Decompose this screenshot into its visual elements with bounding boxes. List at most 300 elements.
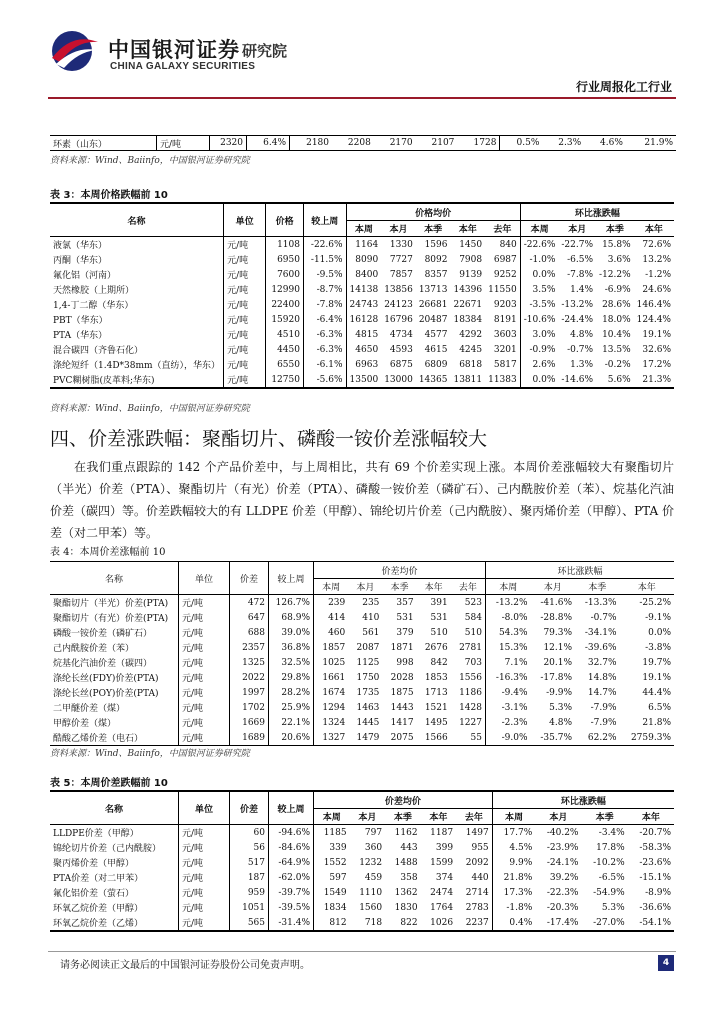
row-name-cell: 锦纶切片价差（己内酰胺）: [53, 844, 162, 854]
table-cell: 3.5%: [520, 282, 558, 297]
table-cell: -10.6%: [520, 312, 558, 327]
table-cell: -9.4%: [485, 685, 530, 700]
table-cell: 6809: [424, 359, 448, 370]
sub-header: 本年: [421, 809, 456, 825]
table-cell: 1834: [314, 900, 350, 915]
table-cell: -17.8%: [540, 672, 573, 683]
table-cell: 146.4%: [636, 299, 671, 310]
table-cell: 13000: [381, 372, 416, 388]
table-cell: -11.5%: [303, 252, 346, 267]
table-cell: 1689: [230, 730, 269, 746]
table-cell: 14396: [453, 284, 483, 295]
table-cell: 79.3%: [543, 627, 573, 638]
table-cell: 54.3%: [485, 625, 530, 640]
table-cell: 32.5%: [269, 655, 314, 670]
table-cell: 2170: [389, 138, 413, 148]
row-name-cell: 涤纶长丝(FDY)价差(PTA): [53, 674, 159, 684]
table-cell: 1108: [266, 237, 304, 253]
table-cell: 2357: [230, 640, 269, 655]
table-caption: 表 3：本周价格跌幅前 10: [50, 190, 168, 201]
table-cell: 元/吨: [179, 885, 230, 900]
table-cell: 1025: [314, 655, 349, 670]
table-cell: 1674: [314, 685, 349, 700]
table-cell: -8.9%: [645, 887, 671, 898]
sub-header: 本年: [628, 809, 674, 825]
table-cell: 531: [396, 612, 414, 623]
table-cell: 1997: [230, 685, 269, 700]
table-cell: 元/吨: [179, 700, 230, 715]
table-row: [50, 312, 674, 327]
col-header-spread: 价差: [230, 562, 269, 595]
row-name-cell: 磷酸一铵价差（磷矿石）: [53, 629, 153, 639]
table-cell: 元/吨: [179, 855, 230, 870]
table-cell: -3.5%: [520, 297, 558, 312]
table-cell: 399: [435, 842, 454, 853]
table-cell: 32.6%: [642, 344, 671, 355]
table-cell: -7.8%: [303, 297, 346, 312]
table-cell: 26681: [418, 299, 448, 310]
table-cell: -0.7%: [590, 612, 617, 623]
table-cell: 24.6%: [642, 284, 671, 295]
table-cell: 元/吨: [224, 267, 266, 282]
table-cell: 703: [464, 657, 482, 668]
spread-rise-table: [50, 561, 674, 746]
table-cell: 29.8%: [269, 670, 314, 685]
table-cell: 391: [430, 597, 448, 608]
sub-header: 本月: [558, 221, 596, 237]
table-cell: 1735: [356, 687, 380, 698]
col-header-name: 名称: [50, 562, 179, 595]
table-cell: -22.6%: [303, 237, 346, 253]
table-cell: 39.2%: [549, 872, 579, 883]
table-cell: -9.1%: [645, 612, 671, 623]
table-row: [50, 252, 674, 267]
table-cell: -35.7%: [531, 730, 575, 746]
table-cell: 17.2%: [642, 359, 671, 370]
table-cell: -9.9%: [546, 687, 573, 698]
table-cell: 元/吨: [224, 357, 266, 372]
col-group-average: 价差均价: [314, 562, 486, 579]
table-cell: 460: [314, 625, 349, 640]
table-cell: -84.6%: [269, 840, 314, 855]
table-cell: 647: [230, 610, 269, 625]
table-cell: 2759.3%: [620, 730, 674, 746]
logo-english-name: CHINA GALAXY SECURITIES: [110, 61, 256, 72]
table-row: [50, 342, 674, 357]
table-cell: 1495: [424, 717, 448, 728]
table-cell: -20.7%: [639, 827, 671, 838]
col-group-change: 环比涨跌幅: [520, 203, 674, 221]
table-cell: 1713: [424, 687, 448, 698]
row-name-cell: 环氧乙烷价差（乙烯）: [50, 915, 179, 931]
table-cell: 1552: [314, 855, 350, 870]
table-cell: 4.8%: [570, 329, 594, 340]
table-cell: 元/吨: [179, 685, 230, 700]
sub-header: 本年: [634, 221, 674, 237]
table-cell: 7908: [459, 254, 483, 265]
table-cell: 36.8%: [269, 640, 314, 655]
table-cell: -7.9%: [590, 702, 617, 713]
source-note: 资料来源：Wind、Baiinfo，中国银河证券研究院: [50, 156, 250, 166]
table-cell: 955: [471, 842, 489, 853]
table-cell: -20.3%: [546, 902, 579, 913]
sub-header: 本月: [381, 221, 416, 237]
table-cell: 2781: [459, 642, 482, 653]
table-row: [50, 595, 674, 611]
row-name-cell: 混合碳四（齐鲁石化）: [53, 346, 144, 356]
table-row: [50, 655, 674, 670]
table-cell: 12990: [266, 282, 304, 297]
table-cell: 584: [464, 612, 482, 623]
table-cell: 10.4%: [602, 329, 631, 340]
table-cell: -14.6%: [558, 372, 596, 388]
table-cell: 410: [362, 612, 380, 623]
table-row: [50, 715, 674, 730]
col-group-average: 价格均价: [346, 203, 520, 221]
table-cell: -6.9%: [604, 284, 631, 295]
table-cell: -1.0%: [520, 252, 558, 267]
table-cell: 126.7%: [269, 595, 314, 611]
table-cell: 1186: [459, 687, 482, 698]
sub-header: 本季: [382, 579, 416, 595]
table-cell: 9139: [459, 269, 483, 280]
col-group-change: 环比涨跌幅: [492, 791, 674, 809]
table-cell: 7857: [389, 269, 413, 280]
table-cell: 7600: [266, 267, 304, 282]
table-cell: 1497: [465, 827, 489, 838]
row-name-cell: PBT（华东）: [53, 316, 108, 326]
sub-header: 本年: [450, 221, 485, 237]
table-cell: 1521: [424, 702, 448, 713]
table-cell: 379: [396, 627, 414, 638]
table-cell: 187: [230, 870, 269, 885]
table-cell: 0.0%: [520, 372, 558, 388]
table-cell: -6.5%: [598, 872, 625, 883]
table-cell: 597: [314, 870, 350, 885]
table-cell: 8092: [424, 254, 448, 265]
table-cell: 1702: [230, 700, 269, 715]
table-cell: -10.2%: [593, 857, 625, 868]
table-cell: -62.0%: [269, 870, 314, 885]
table-cell: 124.4%: [636, 314, 671, 325]
footer-rule: [48, 951, 676, 952]
table-cell: 2.6%: [520, 357, 558, 372]
table-cell: -12.2%: [599, 269, 631, 280]
spread-decline-table: [50, 790, 674, 932]
table-row: [50, 670, 674, 685]
table-cell: 1110: [359, 887, 383, 898]
table-row: [50, 267, 674, 282]
table-cell: 4.5%: [492, 840, 535, 855]
row-name-cell: 甲醇价差（煤）: [53, 719, 117, 729]
table-cell: 21.8%: [492, 870, 535, 885]
table-cell: 357: [396, 597, 414, 608]
table-cell: 44.4%: [642, 687, 671, 698]
table-cell: 元/吨: [179, 825, 230, 841]
table-cell: 19.1%: [642, 329, 671, 340]
table-cell: 元/吨: [179, 870, 230, 885]
table-cell: -7.9%: [590, 717, 617, 728]
table-cell: 元/吨: [179, 900, 230, 915]
table-cell: -13.3%: [584, 597, 617, 608]
col-group-change: 环比涨跌幅: [485, 562, 674, 579]
sub-header: 本周: [346, 221, 381, 237]
table-cell: 3.6%: [607, 254, 631, 265]
table-cell: -54.9%: [593, 887, 625, 898]
table-cell: 68.9%: [269, 610, 314, 625]
table-cell: -16.3%: [485, 670, 530, 685]
table-cell: 56: [230, 840, 269, 855]
table-cell: 20.1%: [543, 657, 573, 668]
table-cell: 元/吨: [157, 136, 210, 151]
table-cell: -39.5%: [269, 900, 314, 915]
table-cell: -22.7%: [561, 239, 594, 250]
table-cell: 2783: [465, 902, 489, 913]
table-cell: 1227: [459, 717, 482, 728]
table-row: [50, 840, 674, 855]
table-cell: 62.2%: [575, 730, 619, 746]
table-cell: 21.3%: [634, 372, 674, 388]
table-cell: 9.9%: [492, 855, 535, 870]
table-caption: 表 5：本周价差跌幅前 10: [50, 778, 168, 789]
table-cell: 339: [314, 840, 350, 855]
header-rule: [48, 97, 676, 99]
table-cell: 1750: [356, 672, 380, 683]
row-name-cell: 氟化铝价差（萤石）: [53, 889, 135, 899]
table-cell: 6.4%: [247, 136, 290, 151]
table-cell: -64.9%: [269, 855, 314, 870]
table-cell: 4615: [424, 344, 448, 355]
table-cell: 239: [314, 595, 349, 611]
table-row: [50, 640, 674, 655]
table-cell: -3.8%: [645, 642, 671, 653]
table-cell: 18384: [453, 314, 483, 325]
table-cell: 22.1%: [269, 715, 314, 730]
table-cell: 14365: [416, 372, 451, 388]
table-cell: 4650: [346, 342, 381, 357]
table-cell: 2107: [431, 138, 455, 148]
table-cell: 1479: [348, 730, 382, 746]
table-cell: 6875: [389, 359, 413, 370]
row-name-cell: 天然橡胶（上期所）: [53, 286, 135, 296]
table-cell: 13500: [346, 372, 381, 388]
table-row: [50, 357, 674, 372]
footer-disclaimer: 请务必阅读正文最后的中国银河证券股份公司免责声明。: [60, 960, 310, 971]
table-cell: 4245: [459, 344, 483, 355]
table-cell: 元/吨: [224, 252, 266, 267]
table-cell: -23.9%: [546, 842, 579, 853]
section-paragraph: 在我们重点跟踪的 142 个产品价差中，与上周相比，共有 69 个价差实现上涨。本周价差涨幅较大有聚酯切片（半光）价差（PTA）、聚酯切片（有光）价差（PTA）、磷酸一铵价差（磷矿石）、己内酰胺价差（苯）、烷基化汽油价差（碳四）等。价差跌幅较大的有 LLDPE 价差（甲醇）、锦纶切片价差（己内酰胺）、聚丙烯价差（甲醇）、PTA 价差（对二甲苯）等。: [50, 460, 674, 540]
table-cell: 1445: [356, 717, 380, 728]
sub-header: 本周: [314, 809, 350, 825]
table-cell: 440: [471, 872, 489, 883]
row-name-cell: 丙酮（华东）: [53, 256, 108, 266]
table-cell: 1325: [230, 655, 269, 670]
table-cell: 28.2%: [269, 685, 314, 700]
table-cell: 235: [362, 597, 380, 608]
table-cell: 1560: [359, 902, 383, 913]
table-cell: -23.6%: [639, 857, 671, 868]
section-heading: 四、价差涨跌幅：聚酯切片、磷酸一铵价差涨幅较大: [50, 428, 488, 450]
table-cell: 9203: [493, 299, 517, 310]
table-cell: 5.6%: [596, 372, 634, 388]
table-cell: 21.9%: [644, 138, 673, 148]
table-cell: 7727: [389, 254, 413, 265]
table-cell: 2180: [290, 136, 333, 151]
table-cell: -94.6%: [269, 825, 314, 841]
table-cell: 0.0%: [648, 627, 671, 638]
table-cell: 8191: [493, 314, 517, 325]
table-cell: -6.1%: [303, 357, 346, 372]
table-cell: 22671: [453, 299, 483, 310]
table-cell: 472: [230, 595, 269, 611]
table-cell: 6.5%: [648, 702, 671, 713]
table-cell: 3.0%: [520, 327, 558, 342]
table-cell: 1443: [390, 702, 414, 713]
table-cell: -17.4%: [535, 915, 581, 931]
table-cell: 55: [451, 730, 486, 746]
table-cell: 1857: [314, 640, 349, 655]
table-cell: 16796: [384, 314, 413, 325]
table-row: [50, 136, 676, 151]
table-cell: 360: [364, 842, 383, 853]
table-cell: 32.7%: [587, 657, 617, 668]
table-cell: 15920: [266, 312, 304, 327]
table-row: [50, 610, 674, 625]
row-name-cell: 聚丙烯价差（甲醇）: [53, 859, 135, 869]
table-cell: 元/吨: [179, 670, 230, 685]
table-cell: -1.2%: [645, 269, 671, 280]
table-cell: -6.5%: [567, 254, 594, 265]
table-cell: 元/吨: [179, 715, 230, 730]
col-header-change: 较上周: [303, 203, 346, 237]
table-cell: 510: [464, 627, 482, 638]
sub-header: 去年: [485, 221, 520, 237]
table-cell: 414: [314, 610, 349, 625]
table-cell: 6818: [459, 359, 483, 370]
table-cell: 17.8%: [596, 842, 625, 853]
table-cell: 8357: [424, 269, 448, 280]
table-cell: 元/吨: [179, 610, 230, 625]
sub-header: 本月: [348, 579, 382, 595]
table-cell: -54.1%: [628, 915, 674, 931]
sub-header: 本月: [350, 809, 385, 825]
col-group-average: 价差均价: [314, 791, 493, 809]
table-cell: 16128: [346, 312, 381, 327]
table-cell: 8090: [346, 252, 381, 267]
row-name-cell: 酷酸乙烯价差（电石）: [50, 730, 179, 746]
table-cell: 4734: [389, 329, 413, 340]
table-cell: 1294: [314, 700, 349, 715]
table-cell: 元/吨: [224, 327, 266, 342]
table-cell: 1417: [390, 717, 414, 728]
table-cell: 17.7%: [492, 825, 535, 841]
table-cell: 元/吨: [179, 655, 230, 670]
table-row: [50, 870, 674, 885]
table-cell: 6550: [266, 357, 304, 372]
table-cell: 元/吨: [224, 237, 266, 253]
table-cell: -6.3%: [303, 327, 346, 342]
table-cell: 4593: [389, 344, 413, 355]
table-cell: 5817: [493, 359, 517, 370]
table-cell: 1232: [359, 857, 383, 868]
table-cell: 374: [435, 872, 454, 883]
table-cell: 15.3%: [485, 640, 530, 655]
table-cell: 531: [430, 612, 448, 623]
table-cell: 8400: [346, 267, 381, 282]
table-row: [50, 282, 674, 297]
sub-header: 本周: [485, 579, 530, 595]
table-row: [50, 915, 674, 931]
table-cell: 812: [314, 915, 350, 931]
sub-header: 本周: [492, 809, 535, 825]
table-cell: -24.4%: [561, 314, 594, 325]
table-cell: 1.3%: [570, 359, 594, 370]
table-cell: -36.6%: [639, 902, 671, 913]
table-cell: 25.9%: [269, 700, 314, 715]
table-cell: 5.3%: [549, 702, 573, 713]
table-cell: 1566: [417, 730, 451, 746]
col-header-spread: 价差: [230, 791, 269, 825]
report-title: 行业周报化工行业: [575, 80, 672, 94]
table-cell: 18.0%: [602, 314, 631, 325]
table-cell: 元/吨: [179, 915, 230, 931]
sub-header: 本季: [575, 579, 619, 595]
table-cell: 24123: [384, 299, 413, 310]
table-cell: 2474: [430, 887, 454, 898]
table-cell: -9.0%: [485, 730, 530, 746]
sub-header: 本季: [581, 809, 627, 825]
sub-header: 去年: [456, 809, 492, 825]
table-cell: -0.7%: [567, 344, 594, 355]
table-cell: 元/吨: [179, 730, 230, 746]
table-cell: 3201: [493, 344, 517, 355]
table-cell: 9252: [493, 269, 517, 280]
table-cell: -8.0%: [485, 610, 530, 625]
table-cell: 1549: [314, 885, 350, 900]
sub-header: 本月: [535, 809, 581, 825]
table-cell: -2.3%: [485, 715, 530, 730]
table-cell: 4292: [459, 329, 483, 340]
table-cell: -13.2%: [561, 299, 594, 310]
table-cell: 2208: [347, 138, 371, 148]
table-cell: 1362: [394, 887, 418, 898]
col-header-change: 较上周: [269, 791, 314, 825]
col-header-change: 较上周: [269, 562, 314, 595]
table-cell: 11550: [488, 284, 517, 295]
table-cell: -22.3%: [546, 887, 579, 898]
table-cell: 13856: [384, 284, 413, 295]
table-cell: 28.6%: [602, 299, 631, 310]
table-cell: 358: [400, 872, 418, 883]
table-cell: 13713: [418, 284, 448, 295]
table-cell: -22.6%: [520, 237, 558, 253]
table-cell: 元/吨: [224, 282, 266, 297]
col-header-unit: 单位: [224, 203, 266, 237]
sub-header: 去年: [451, 579, 486, 595]
table-cell: 959: [230, 885, 269, 900]
table-cell: 6987: [493, 254, 517, 265]
table-cell: 72.6%: [642, 239, 671, 250]
table-cell: 1026: [421, 915, 456, 931]
table-cell: -15.1%: [639, 872, 671, 883]
table-cell: 20487: [418, 314, 448, 325]
table-cell: -27.0%: [581, 915, 627, 931]
table-row: [50, 900, 674, 915]
table-cell: 6963: [346, 357, 381, 372]
sub-header: 本季: [385, 809, 420, 825]
table-cell: -1.8%: [492, 900, 535, 915]
